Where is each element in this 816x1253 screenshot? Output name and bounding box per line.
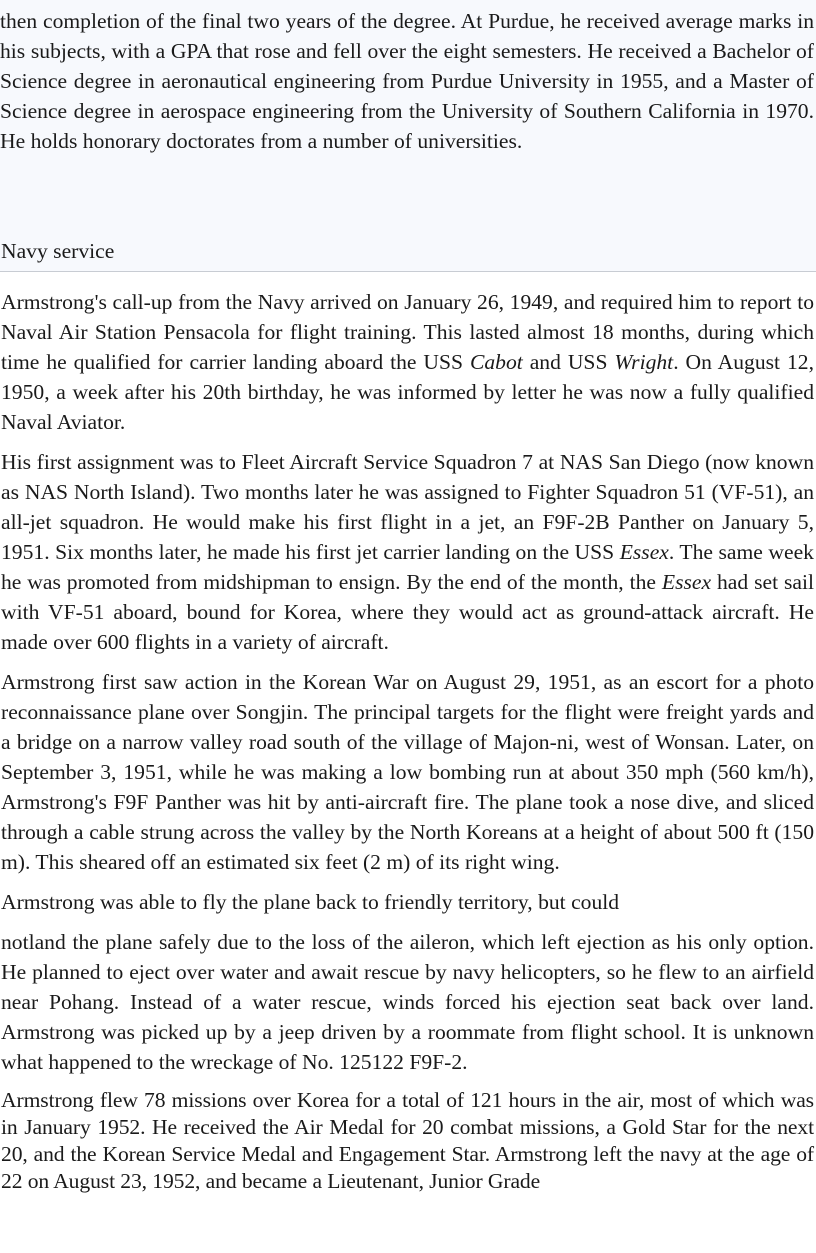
intro-paragraph: then completion of the final two years of the degree. At Purdue, he received average marks in his subjects, with a GPA that rose and fell over the eight semesters. He received a Bachelor of Science degree in aeronautical engineering from Purdue University in 1955, and a Master of Science degree in aerospace engineering from the University of Southern California in 1970. He holds honorary doctorates from a number of universities. (0, 9, 814, 153)
paragraph-text: had set sail with VF-51 aboard, bound for Korea, where they would act as ground-attack aircraft. He made over 600 flights in a variety of aircraft. (1, 570, 814, 654)
paragraph-ejection: notland the plane safely due to the loss of the aileron, which left ejection as his only option. He planned to eject over water and await rescue by navy helicopters, so he flew to an airfield near Pohang. Instead of a water rescue, winds forced his ejection seat back over land. Armstrong was picked up by a jeep driven by a roommate from flight school. It is unknown what happened to the wreckage of No. 125122 F9F-2. (1, 930, 814, 1074)
paragraph-first-assignment (0, 447, 816, 657)
paragraph-call-up (0, 287, 816, 437)
paragraph-korean-war: Armstrong first saw action in the Korean War on August 29, 1951, as an escort for a photo reconnaissance plane over Songjin. The principal targets for the flight were freight yards and a bridge on a narrow valley road south of the village of Majon-ni, west of Wonsan. Later, on September 3, 1951, while he was making a low bombing run at about 350 mph (560 km/h), Armstrong's F9F Panther was hit by anti-aircraft fire. The plane took a nose dive, and sliced through a cable strung across the valley by the North Koreans at a height of about 500 ft (150 m). This sheared off an estimated six feet (2 m) of its right wing. (1, 670, 814, 874)
section-heading-bar (0, 222, 816, 272)
ship-name-essex: Essex (661, 570, 712, 594)
paragraph-text: and USS (522, 350, 615, 374)
paragraph-text: . The same week he was promoted from midshipman to ensign. By the end of the month, the (1, 540, 814, 594)
section-heading-navy-service: Navy service (1, 239, 115, 263)
paragraph-text: His first assignment was to Fleet Aircraft Service Squadron 7 at NAS San Diego (now known as NAS North Island). Two months later he was assigned to Fighter Squadron 51 (VF-51), an all-jet squadron. He would make his first flight in a jet, an F9F-2B Panther on January 5, 1951. Six months later, he made his first jet carrier landing on the USS (1, 450, 814, 564)
ship-name-cabot: Cabot (469, 350, 523, 374)
navy-service-body (0, 272, 816, 1195)
intro-section (0, 0, 816, 222)
ship-name-essex: Essex (619, 540, 669, 564)
paragraph-fly-back: Armstrong was able to fly the plane back to friendly territory, but could (1, 890, 620, 914)
paragraph-text: . On August 12, 1950, a week after his 20th birthday, he was informed by letter he was now a fully qualified Naval Aviator. (1, 350, 814, 434)
ship-name-wright: Wright (614, 350, 674, 374)
paragraph-missions-summary: Armstrong flew 78 missions over Korea for a total of 121 hours in the air, most of which was in January 1952. He received the Air Medal for 20 combat missions, a Gold Star for the next 20, and the Korean Service Medal and Engagement Star. Armstrong left the navy at the age of 22 on August 23, 1952, and became a Lieutenant, Junior Grade (1, 1088, 814, 1193)
paragraph-text: Armstrong's call-up from the Navy arrived on January 26, 1949, and required him to report to Naval Air Station Pensacola for flight training. This lasted almost 18 months, during which time he qualified for carrier landing aboard the USS (1, 290, 814, 374)
